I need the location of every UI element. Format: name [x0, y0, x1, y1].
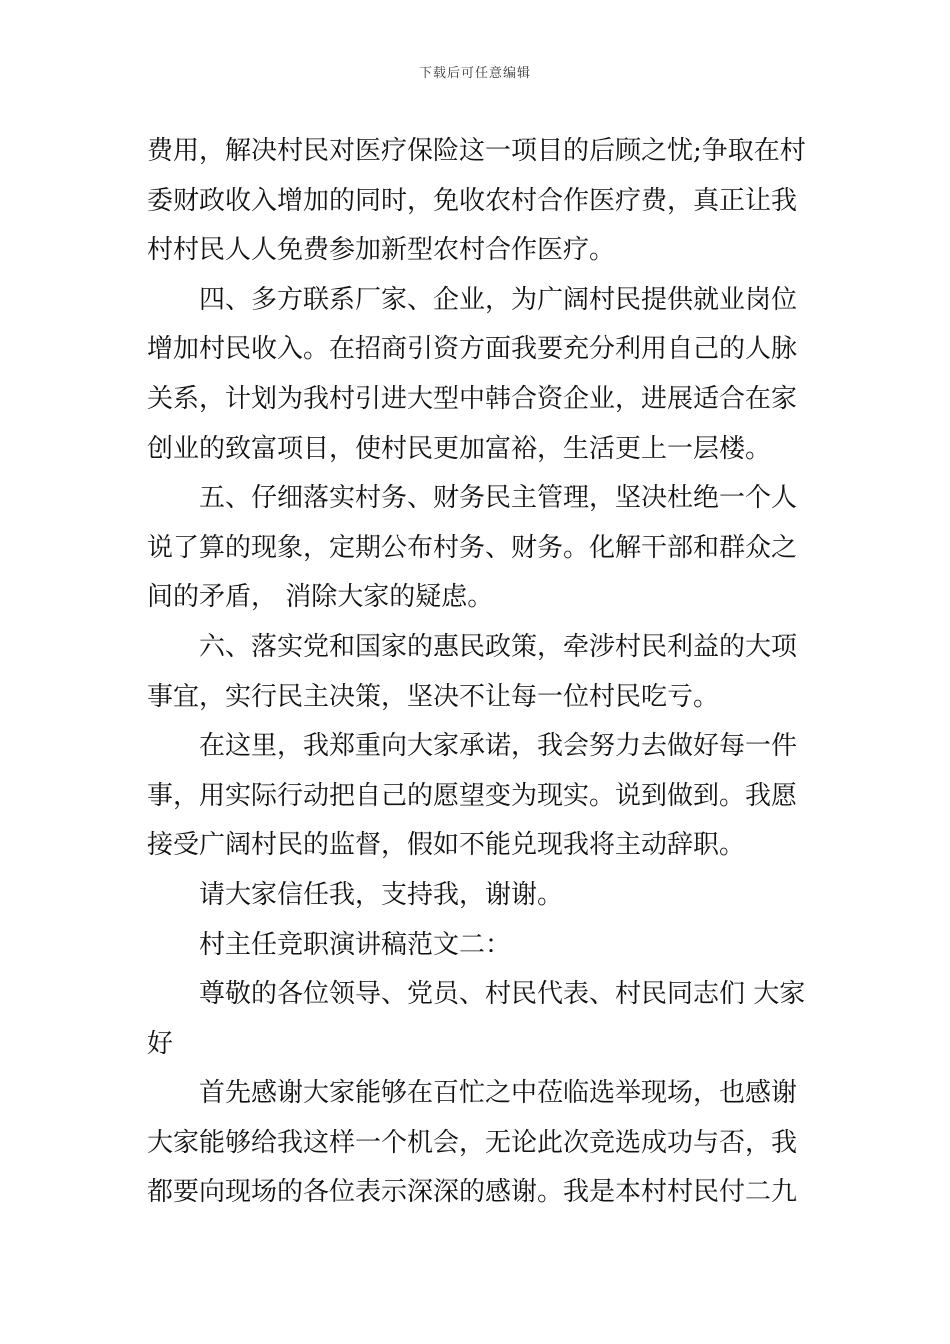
text-line: 说了算的现象，定期公布村务、财务。化解干部和群众之 [147, 532, 798, 563]
text-line: 委财政收入增加的同时，免收农村合作医疗费，真正让我 [147, 185, 798, 216]
text-line: 事宜，实行民主决策，坚决不让每一位村民吃亏。 [147, 681, 720, 712]
text-line: 费用，解决村民对医疗保险这一项目的后顾之忧;争取在村 [147, 136, 806, 166]
text-line: 请大家信任我，支持我，谢谢。 [199, 879, 564, 910]
text-line: 事，用实际行动把自己的愿望变为现实。说到做到。我愿 [147, 780, 798, 811]
text-line: 大家能够给我这样一个机会，无论此次竞选成功与否，我 [147, 1127, 798, 1158]
text-line: 村村民人人免费参加新型农村合作医疗。 [147, 235, 616, 266]
text-line: 关系，计划为我村引进大型中韩合资企业，进展适合在家 [147, 383, 798, 414]
text-line: 首先感谢大家能够在百忙之中莅临选举现场，也感谢 [199, 1078, 798, 1109]
text-line: 间的矛盾， 消除大家的疑虑。 [147, 582, 494, 613]
page-header: 下载后可任意编辑 [418, 66, 531, 81]
text-line: 尊敬的各位领导、党员、村民代表、村民同志们 大家 [199, 979, 806, 1010]
text-line: 村主任竞职演讲稿范文二： [199, 929, 512, 960]
text-line: 四、多方联系厂家、企业，为广阔村民提供就业岗位 [199, 284, 798, 315]
text-line: 好 [147, 1028, 174, 1059]
text-line: 增加村民收入。在招商引资方面我要充分利用自己的人脉 [147, 334, 798, 365]
text-line: 都要向现场的各位表示深深的感谢。我是本村村民付二九 [147, 1177, 798, 1208]
text-line: 在这里，我郑重向大家承诺，我会努力去做好每一件 [199, 731, 798, 762]
text-line: 接受广阔村民的监督，假如不能兑现我将主动辞职。 [147, 830, 746, 861]
text-line: 六、落实党和国家的惠民政策，牵涉村民利益的大项 [199, 631, 798, 662]
text-line: 五、仔细落实村务、财务民主管理，坚决杜绝一个人 [199, 483, 798, 514]
text-line: 创业的致富项目，使村民更加富裕，生活更上一层楼。 [147, 433, 772, 464]
document-body [147, 127, 807, 1218]
